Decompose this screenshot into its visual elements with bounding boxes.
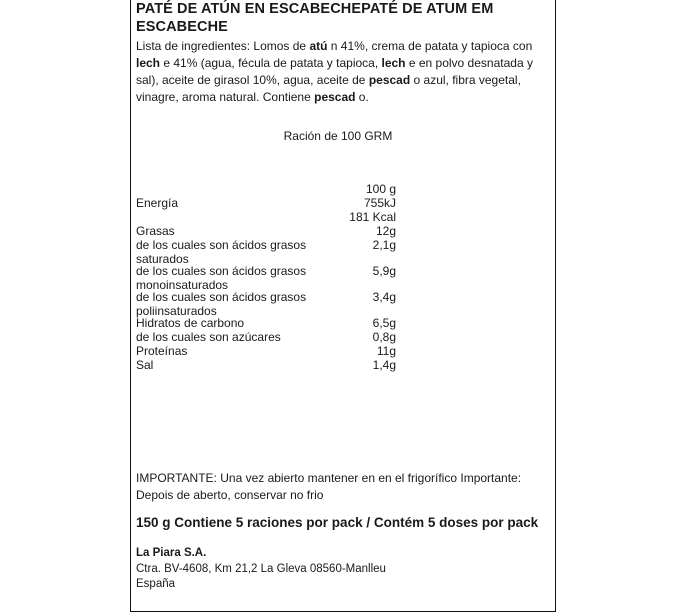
ration-size-label: Ración de 100 GRM	[283, 129, 393, 143]
nutrient-value: 6,5g	[372, 316, 396, 330]
nutrient-name: de los cuales son ácidos grasos saturados	[136, 238, 307, 266]
nutrient-value: 11g	[376, 344, 396, 358]
nutrient-name: de los cuales son azúcares	[136, 330, 281, 344]
nutrient-value: 3,4g	[372, 290, 396, 304]
allergen-text: lech	[136, 56, 161, 70]
allergen-text: pescad	[314, 90, 356, 104]
company-name: La Piara S.A.	[136, 547, 207, 559]
allergen-text: atú	[309, 39, 328, 53]
ingredients-text: Lista de ingredientes: Lomos de	[136, 39, 310, 53]
ingredients-text: o.	[355, 90, 369, 104]
ingredients-text: o azul, fibra vegetal, vinagre, aroma natural. Contiene	[136, 73, 521, 104]
ingredients-list	[136, 38, 552, 106]
nutrient-value: 12g	[375, 224, 396, 238]
nutrient-value: 181 Kcal	[349, 210, 396, 224]
nutrient-value: 100 g	[365, 182, 396, 196]
nutrient-value: 755kJ	[363, 196, 396, 210]
company-address: Ctra. BV-4608, Km 21,2 La Gleva 08560-Manlleu	[136, 562, 386, 575]
allergen-text: pescad	[368, 73, 411, 87]
nutrient-value: 1,4g	[372, 358, 396, 372]
ingredients-text: n 41%, crema de patata y tapioca con	[327, 39, 533, 53]
ration-size	[136, 129, 552, 144]
nutrient-value: 0,8g	[372, 330, 396, 344]
allergen-text: lech	[381, 56, 406, 70]
nutrient-name: Sal	[136, 358, 154, 372]
nutrient-name: de los cuales son ácidos grasos poliinsaturados	[136, 290, 307, 318]
ingredients-text: e 41% (agua, fécula de patata y tapioca,	[160, 56, 382, 70]
storage-instructions: IMPORTANTE: Una vez abierto mantener en en el frigorífico Importante: Depois de aberto, conservar no frio	[136, 471, 522, 502]
nutrient-name: de los cuales son ácidos grasos monoinsaturados	[136, 264, 307, 292]
company-info	[136, 546, 552, 593]
nutrient-name: Energía	[136, 196, 179, 210]
ingredients-text: e en polvo desnatada y sal), aceite de girasol 10%, agua, aceite de	[136, 56, 533, 87]
nutrient-value: 5,9g	[372, 264, 396, 278]
nutrient-name: Proteínas	[136, 344, 188, 358]
company-country: España	[136, 578, 176, 590]
pack-info: 150 g Contiene 5 raciones por pack / Contém 5 doses por pack	[136, 515, 539, 530]
product-title: PATÉ DE ATÚN EN ESCABECHEPATÉ DE ATUM EM ESCABECHE	[136, 1, 494, 35]
nutrient-value: 2,1g	[372, 238, 396, 252]
nutrient-name: Grasas	[136, 224, 175, 238]
nutrient-name: Hidratos de carbono	[136, 316, 245, 330]
